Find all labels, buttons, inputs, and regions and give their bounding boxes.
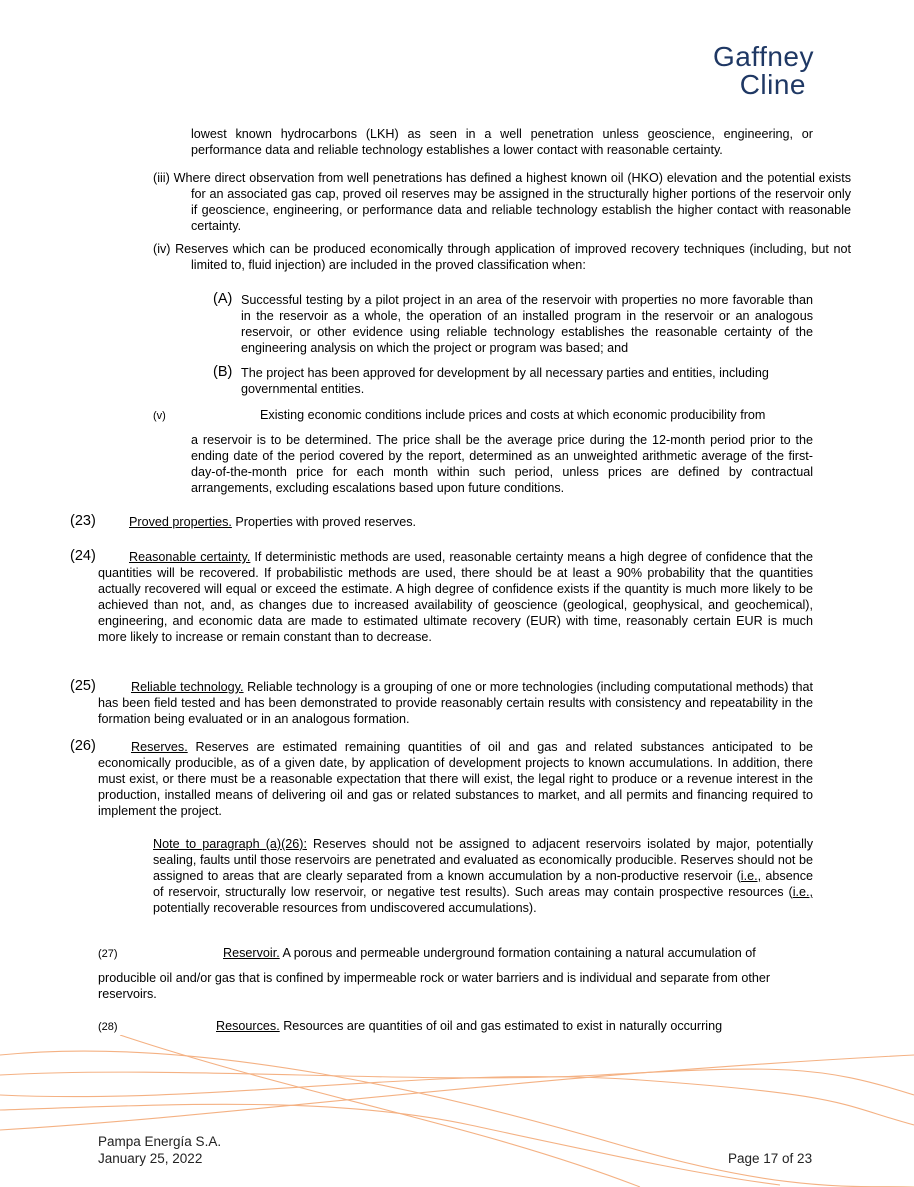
para-24-number: (24) xyxy=(70,548,96,564)
para-24-term: Reasonable certainty. xyxy=(129,550,251,564)
item-A-number: (A) xyxy=(213,291,233,307)
footer-company: Pampa Energía S.A. xyxy=(98,1134,222,1149)
para-23-number: (23) xyxy=(70,513,96,529)
para-27-text: producible oil and/or gas that is confined by impermeable rock or water barriers and is individual and separate from other reservoirs. xyxy=(98,971,771,1001)
para-26-term: Reserves. xyxy=(131,740,188,754)
para-27-first-line: Reservoir. A porous and permeable underground formation containing a natural accumulation of xyxy=(223,946,756,960)
para-25-number: (25) xyxy=(70,678,96,694)
para-26-text: Reserves are estimated remaining quantities of oil and gas and related substances anticipated to be economically producible, as of a given date, by application of development projects to known accumulations. In addition, there must exist, or there must be a reasonable expectation that there will exist, the legal right to produce or a revenue interest in the production, installed means of delivering oil and gas or related substances to market, and all permits and financing required to implement the project. xyxy=(98,740,813,818)
para-25-text: Reliable technology is a grouping of one or more technologies (including computational methods) that has been field tested and has been demonstrated to provide reasonably certain results with consistency and repeatability in the formation being evaluated or in an analogous formation. xyxy=(98,680,813,726)
gaffney-cline-logo xyxy=(700,42,816,102)
continuation-paragraph: lowest known hydrocarbons (LKH) as seen in a well penetration unless geoscience, engineering, or performance data and reliable technology establishes a lower contact with reasonable certainty. xyxy=(191,127,813,157)
item-iii xyxy=(153,170,851,234)
para-27-term: Reservoir. xyxy=(223,946,280,960)
note-term: Note to paragraph (a)(26): xyxy=(153,837,307,851)
para-23 xyxy=(129,514,813,530)
logo-line-1: Gaffney xyxy=(712,41,814,72)
item-A-text: Successful testing by a pilot project in an area of the reservoir with properties no more favorable than in the reservoir as a whole, the operation of an installed program in the reservoir or an analogous reservoir, or other evidence using reliable technology establishes the reasonable certainty of the engineering analysis on which the project or program was based; and xyxy=(241,293,813,355)
para-26 xyxy=(98,739,813,819)
para-24-text: If deterministic methods are used, reasonable certainty means a high degree of confidence that the quantities will be recovered. If probabilistic methods are used, there should be at least a 90% probability that the quantities actually recovered will equal or exceed the estimate. A high degree of confidence exists if the quantity is much more likely to be achieved than not, and, as changes due to increased availability of geoscience (geological, geophysical, and geochemical), engineering, and economic data are made to estimated ultimate recovery (EUR) with time, reasonably certain EUR is much more likely to increase or remain constant than to decrease. xyxy=(98,550,813,644)
item-iv xyxy=(153,241,851,273)
item-A xyxy=(241,292,813,356)
para-24 xyxy=(98,549,813,645)
para-23-text: Properties with proved reserves. xyxy=(231,515,416,529)
item-iii-text: Where direct observation from well penetrations has defined a highest known oil (HKO) elevation and the potential exists for an associated gas cap, proved oil reserves may be assigned in the structurally higher portions of the reservoir only if geoscience, engineering, or performance data and reliable technology establish the higher contact with reasonable certainty. xyxy=(173,171,851,233)
item-v xyxy=(191,432,813,496)
wave-line-2 xyxy=(0,1069,914,1095)
item-iii-number: (iii) xyxy=(153,171,170,185)
item-B-number: (B) xyxy=(213,364,233,380)
item-iv-text: Reserves which can be produced economically through application of improved recovery techniques (including, but not limited to, fluid injection) are included in the proved classification when: xyxy=(175,242,851,272)
wave-line-3 xyxy=(0,1077,914,1125)
para-27 xyxy=(98,970,813,1002)
item-v-text: a reservoir is to be determined. The price shall be the average price during the 12-month period prior to the ending date of the period covered by the report, determined as an unweighted arithmetic average of the first-day-of-the-month price for each month within such period, unless prices are defined by contractual arrangements, excluding escalations based upon future conditions. xyxy=(191,433,813,495)
footer-page-number: Page 17 of 23 xyxy=(728,1151,813,1166)
para-27-number: (27) xyxy=(98,948,118,960)
item-B xyxy=(241,365,813,397)
item-B-text: The project has been approved for development by all necessary parties and entities, including governmental entities. xyxy=(241,366,769,396)
item-v-first-line: Existing economic conditions include prices and costs at which economic producibility from xyxy=(260,408,766,422)
para-28-number: (28) xyxy=(98,1021,118,1033)
item-v-number: (v) xyxy=(153,410,166,422)
para-23-term: Proved properties. xyxy=(129,515,232,529)
note-paragraph: Note to paragraph (a)(26): Reserves should not be assigned to adjacent reservoirs isolated by major, potentially sealing, faults until those reservoirs are penetrated and evaluated as economically producible. Reserves should not be assigned to areas that are clearly separated from a known accumulation by a non-productive reservoir (i.e., absence of reservoir, structurally low reservoir, or negative test results). Such areas may contain prospective resources (i.e., potentially recoverable resources from undiscovered accumulations). xyxy=(153,837,814,915)
logo-line-2: Cline xyxy=(739,69,806,100)
ie-abbrev-2: i.e., xyxy=(792,885,813,899)
para-28-term: Resources. xyxy=(216,1019,280,1033)
para-28-first-line: Resources. Resources are quantities of oil and gas estimated to exist in naturally occurring xyxy=(216,1019,723,1033)
item-iv-number: (iv) xyxy=(153,242,171,256)
ie-abbrev-1: i.e., xyxy=(740,869,762,883)
para-25 xyxy=(98,679,813,727)
footer-date: January 25, 2022 xyxy=(98,1151,203,1166)
para-26-number: (26) xyxy=(70,738,96,754)
para-25-term: Reliable technology. xyxy=(131,680,244,694)
